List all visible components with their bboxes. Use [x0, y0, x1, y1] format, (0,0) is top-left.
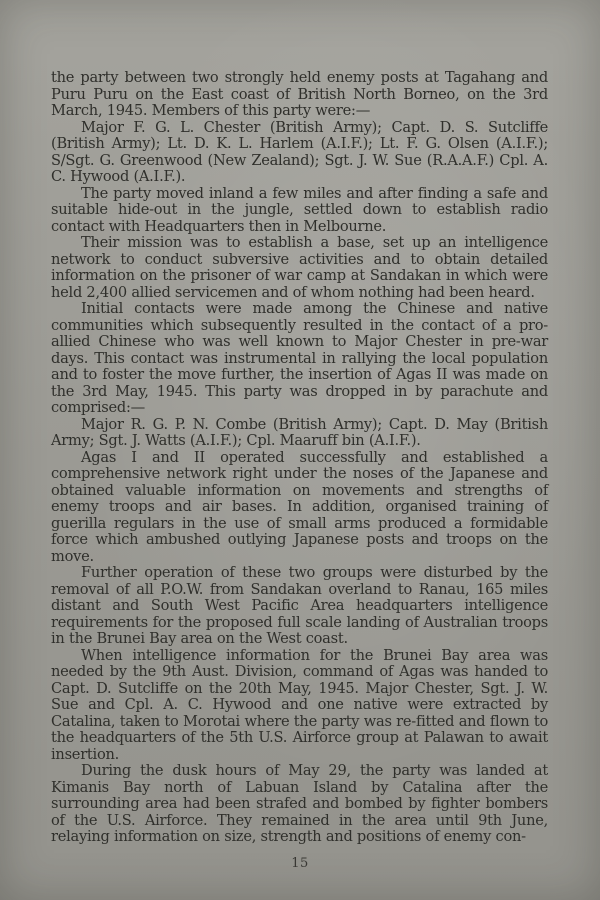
paragraph-1: the party between two strongly held enemy posts at Tagahang and Puru Puru on the East coast of British North Borneo, on the 3rd March, 1945. Members of this party were:—	[51, 69, 548, 119]
paragraph-8: Further operation of these two groups were disturbed by the removal of all P.O.W. from Sandakan overland to Ranau, 165 miles distant and South West Pacific Area headquarters intelligence requirements for the proposed full scale landing of Australian troops in the Brunei Bay area on the West coast.	[51, 564, 548, 647]
paragraph-3: The party moved inland a few miles and after finding a safe and suitable hide-out in the jungle, settled down to establish radio contact with Headquarters then in Melbourne.	[51, 184, 548, 235]
paragraph-10: During the dusk hours of May 29, the party was landed at Kimanis Bay north of Labuan Island by Catalina after the surrounding area had been strafed and bombed by fighter bombers of the U.S. Airforce. They remained in the area until 9th June, relaying information on size, strength and positions of enemy con-	[51, 762, 548, 845]
page-number: 15	[291, 856, 309, 871]
body-text	[51, 70, 548, 846]
paragraph-7: Agas I and II operated successfully and established a comprehensive network right under the noses of the Japanese and obtained valuable information on movements and strengths of enemy troops and air bases. In addition, organised training of guerilla regulars in the use of small arms produced a formidable force which ambushed outlying Japanese posts and troops on the move.	[51, 448, 548, 565]
paragraph-5: Initial contacts were made among the Chinese and native communities which subsequently resulted in the contact of a pro-allied Chinese who was well known to Major Chester in pre-war days. This contact was instrumental in rallying the local population and to foster the move further, the insertion of Agas II was made on the 3rd May, 1945. This party was dropped in by parachute and comprised:—	[51, 300, 548, 416]
paragraph-9: When intelligence information for the Brunei Bay area was needed by the 9th Aust. Division, command of Agas was handed to Capt. D. Sutcliffe on the 20th May, 1945. Major Chester, Sgt. J. W. Sue and Cpl. A. C. Hywood and one native were extracted by Catalina, taken to Morotai where the party was re-fitted and flown to the headquarters of the 5th U.S. Airforce group at Palawan to await insertion.	[51, 646, 548, 763]
paragraph-2: Major F. G. L. Chester (British Army); Capt. D. S. Sutcliffe (British Army); Lt. D. K. L. Harlem (A.I.F.); Lt. F. G. Olsen (A.I.F.); S/Sgt. G. Greenwood (New Zealand); Sgt. J. W. Sue (R.A.A.F.) Cpl. A. C. Hywood (A.I.F.).	[51, 118, 548, 185]
paragraph-6: Major R. G. P. N. Combe (British Army); Capt. D. May (British Army; Sgt. J. Watts (A.I.F.); Cpl. Maaruff bin (A.I.F.).	[51, 415, 548, 449]
paragraph-4: Their mission was to establish a base, set up an intelligence network to conduct subversive activities and to obtain detailed information on the prisoner of war camp at Sandakan in which were held 2,400 allied servicemen and of whom nothing had been heard.	[51, 234, 548, 301]
